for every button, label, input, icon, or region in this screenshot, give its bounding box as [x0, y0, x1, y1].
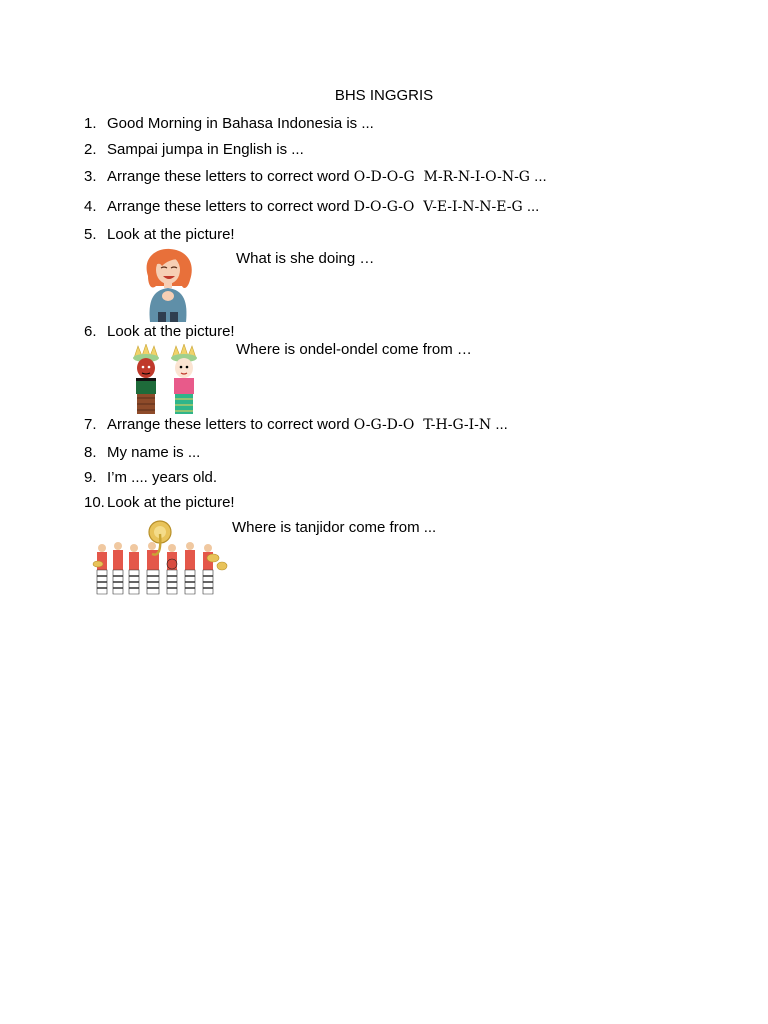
ondel-ondel-picture — [126, 344, 204, 416]
question-text: My name is ... — [107, 444, 201, 461]
picture-caption: Where is tanjidor come from ... — [232, 519, 437, 536]
scrambled-word: O-G-D-O T-H-G-I-N — [353, 417, 492, 433]
question-text: Arrange these letters to correct word — [107, 198, 350, 215]
question-number: 4. — [84, 198, 97, 215]
girl-laughing-picture — [138, 246, 200, 322]
tanjidor-band-picture — [92, 520, 228, 598]
question-text: Look at the picture! — [107, 323, 235, 340]
question-8 — [84, 444, 200, 461]
question-10 — [84, 494, 235, 511]
question-number: 8. — [84, 444, 97, 461]
question-text: Arrange these letters to correct word — [107, 168, 350, 185]
question-4 — [84, 198, 539, 215]
question-7 — [84, 416, 508, 433]
question-number: 7. — [84, 416, 97, 433]
question-text: Look at the picture! — [107, 226, 235, 243]
question-9 — [84, 469, 217, 486]
picture-caption: What is she doing … — [236, 250, 375, 267]
question-ellipsis: ... — [495, 416, 508, 433]
question-text: Good Morning in Bahasa Indonesia is ... — [107, 115, 374, 132]
question-number: 10. — [84, 494, 105, 511]
question-6 — [84, 323, 235, 340]
picture-caption: Where is ondel-ondel come from … — [236, 341, 472, 358]
question-number: 5. — [84, 226, 97, 243]
question-number: 1. — [84, 115, 97, 132]
question-ellipsis: ... — [526, 198, 540, 215]
scrambled-word: O-D-O-G M-R-N-I-O-N-G — [353, 169, 530, 185]
question-ellipsis: ... — [534, 168, 547, 185]
question-3 — [84, 168, 547, 185]
question-text: I’m .... years old. — [107, 469, 218, 486]
question-number: 2. — [84, 141, 97, 158]
question-1 — [84, 115, 374, 132]
question-text: Arrange these letters to correct word — [107, 416, 350, 433]
scrambled-word: D-O-G-O V-E-I-N-N-E-G — [353, 199, 523, 215]
page-title: BHS INGGRIS — [334, 87, 434, 104]
question-2 — [84, 141, 304, 158]
question-number: 3. — [84, 168, 97, 185]
question-number: 6. — [84, 323, 97, 340]
question-text: Sampai jumpa in English is ... — [107, 141, 304, 158]
question-number: 9. — [84, 469, 97, 486]
question-5 — [84, 226, 235, 243]
question-text: Look at the picture! — [107, 494, 235, 511]
